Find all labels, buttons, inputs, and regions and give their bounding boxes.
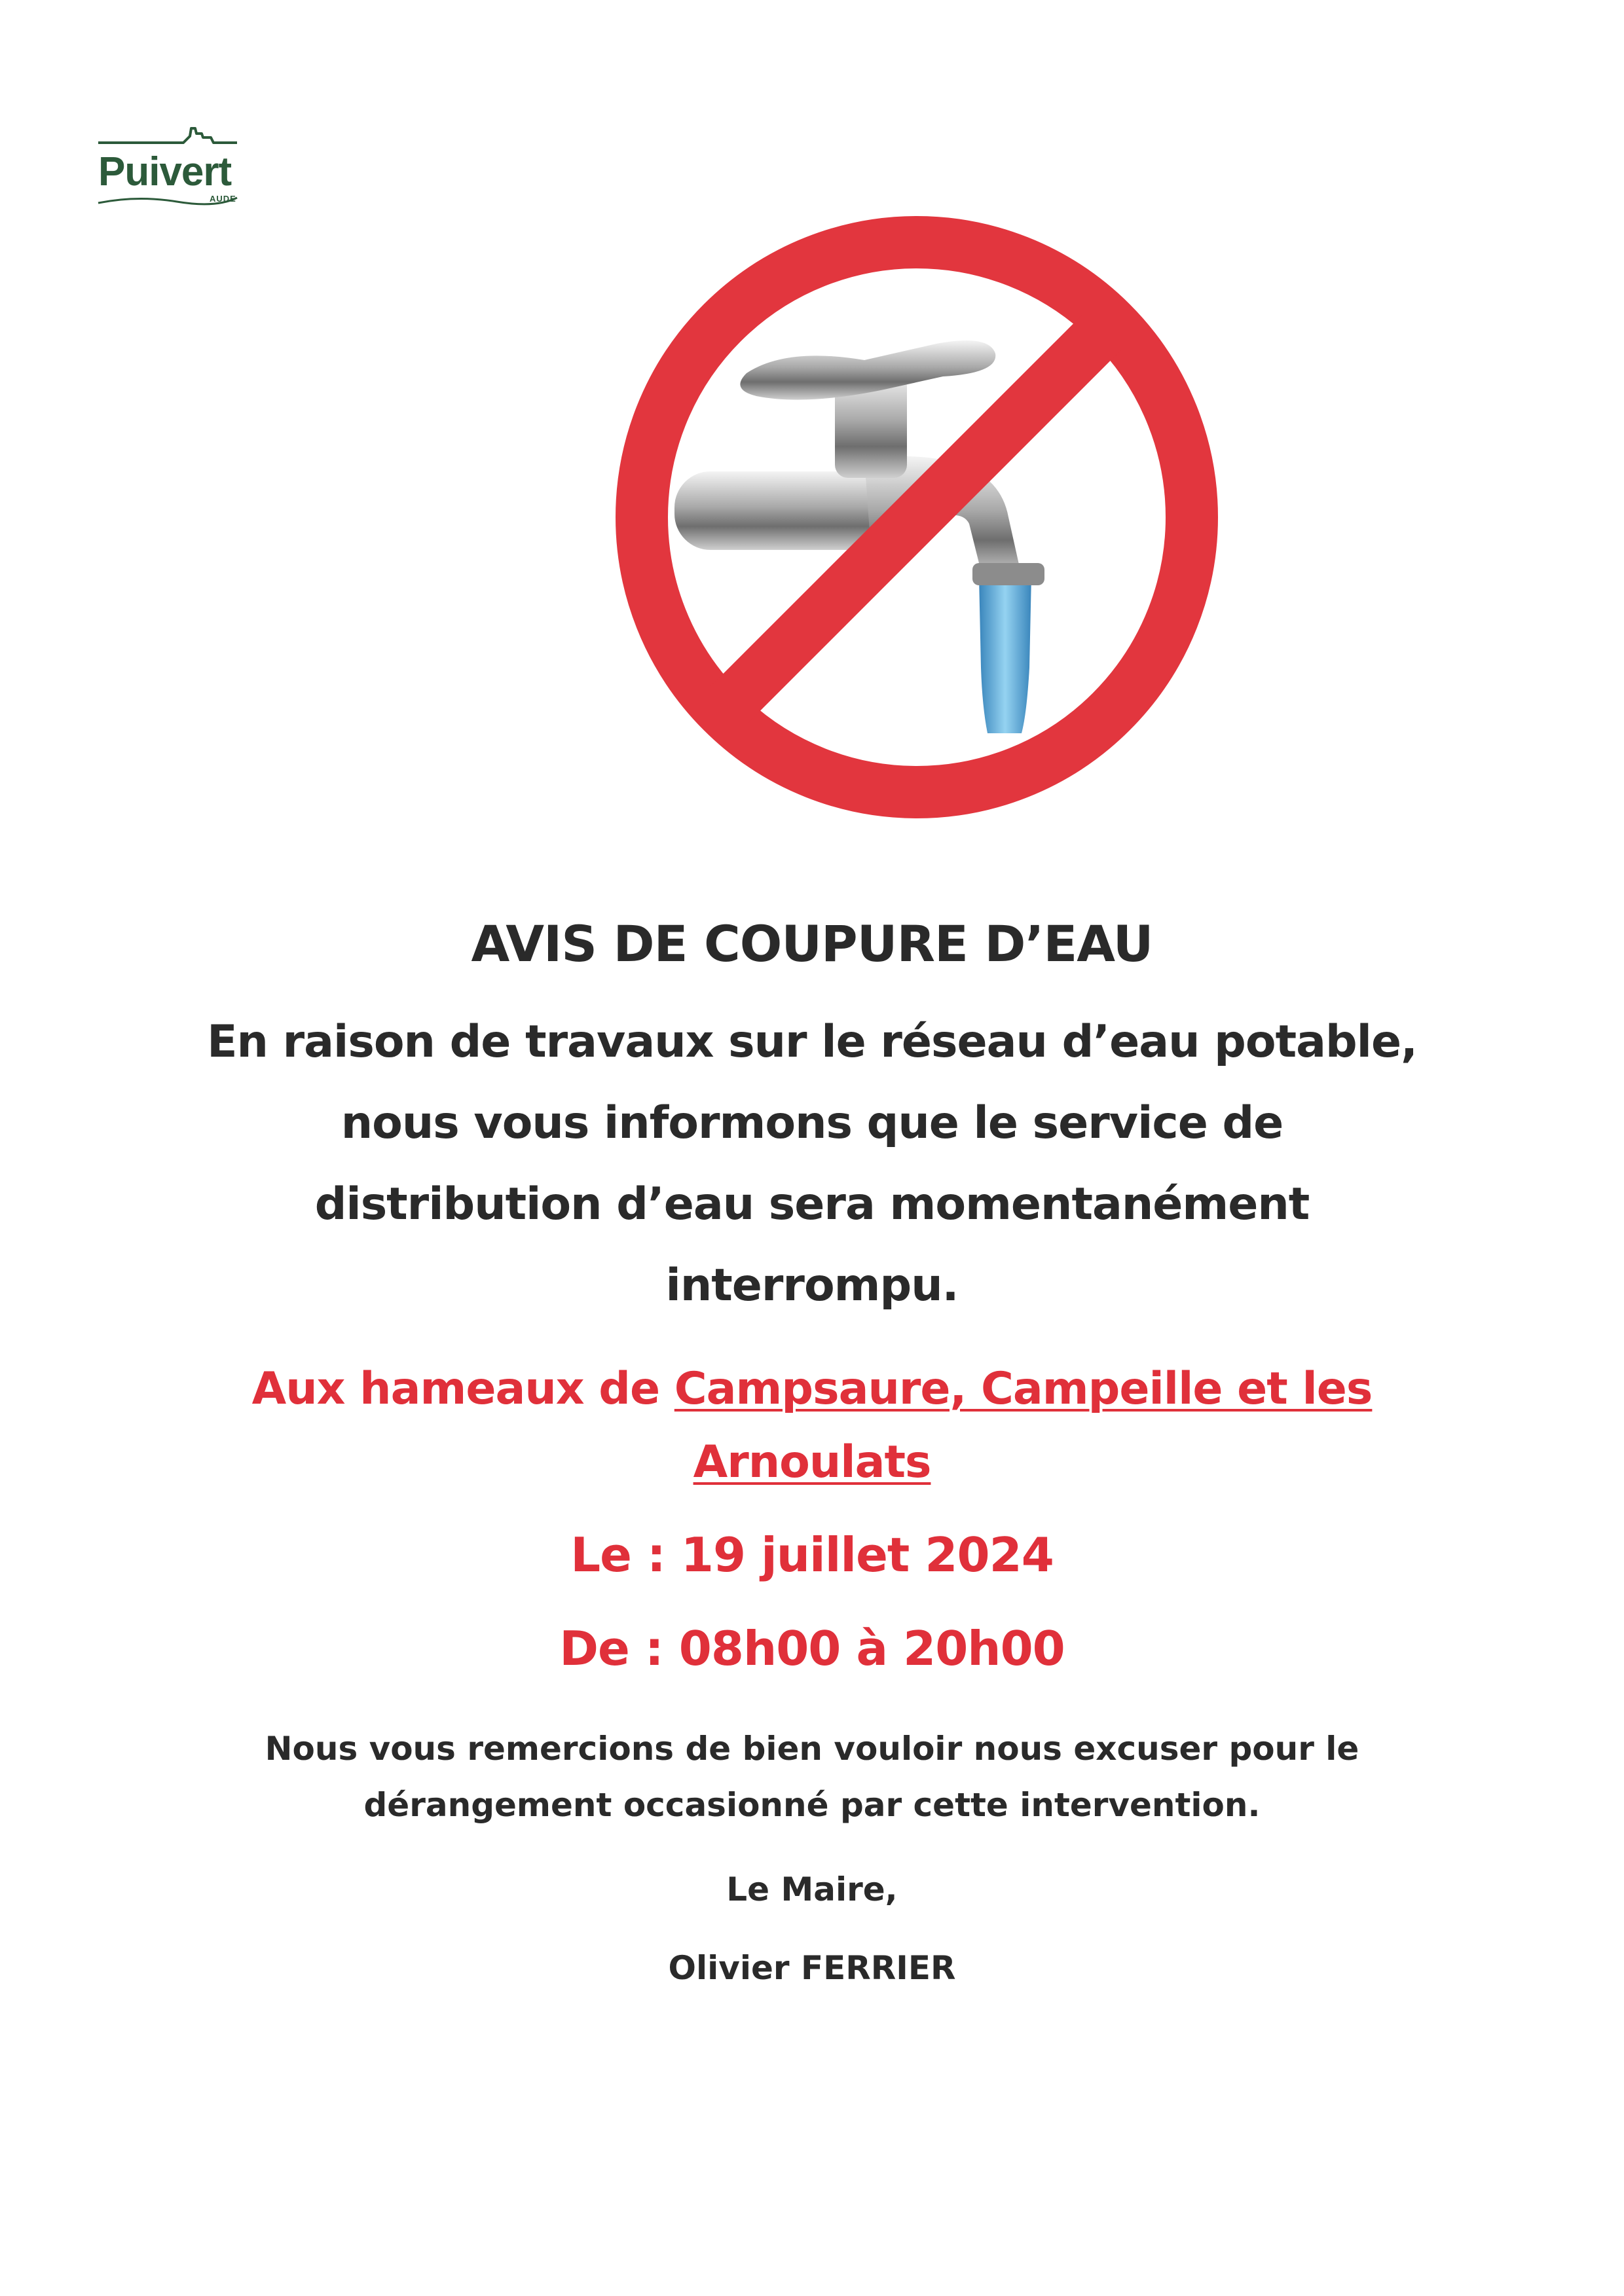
intro-line: nous vous informons que le service de	[341, 1097, 1283, 1149]
cut-time-range: De : 08h00 à 20h00	[559, 1620, 1065, 1676]
apology-line: dérangement occasionné par cette intervention.	[363, 1785, 1261, 1824]
signature-name: Olivier FERRIER	[668, 1948, 956, 1987]
logo-subtitle: AUDE	[210, 194, 236, 204]
intro-line: interrompu.	[665, 1259, 959, 1311]
signature-role: Le Maire,	[726, 1870, 898, 1908]
hamlets-names-line2: Arnoulats	[693, 1436, 931, 1488]
apology-text	[131, 1721, 1493, 1833]
notice-title: AVIS DE COUPURE D’EAU	[471, 915, 1153, 973]
no-water-tap-icon	[589, 210, 1244, 831]
apology-line: Nous vous remercions de bien vouloir nous excuser pour le	[265, 1729, 1359, 1768]
logo-wordmark: Puivert	[98, 149, 232, 194]
intro-line: En raison de travaux sur le réseau d’eau potable,	[207, 1015, 1417, 1068]
intro-line: distribution d’eau sera momentanément	[314, 1178, 1310, 1230]
affected-hamlets	[131, 1353, 1493, 1499]
hamlets-prefix: Aux hameaux de	[251, 1362, 674, 1415]
notice-intro	[131, 1002, 1493, 1326]
cut-date: Le : 19 juillet 2024	[570, 1527, 1054, 1582]
municipality-logo	[85, 111, 249, 210]
notice-content	[131, 917, 1493, 2027]
hamlets-names-line1: Campsaure, Campeille et les	[674, 1362, 1373, 1415]
